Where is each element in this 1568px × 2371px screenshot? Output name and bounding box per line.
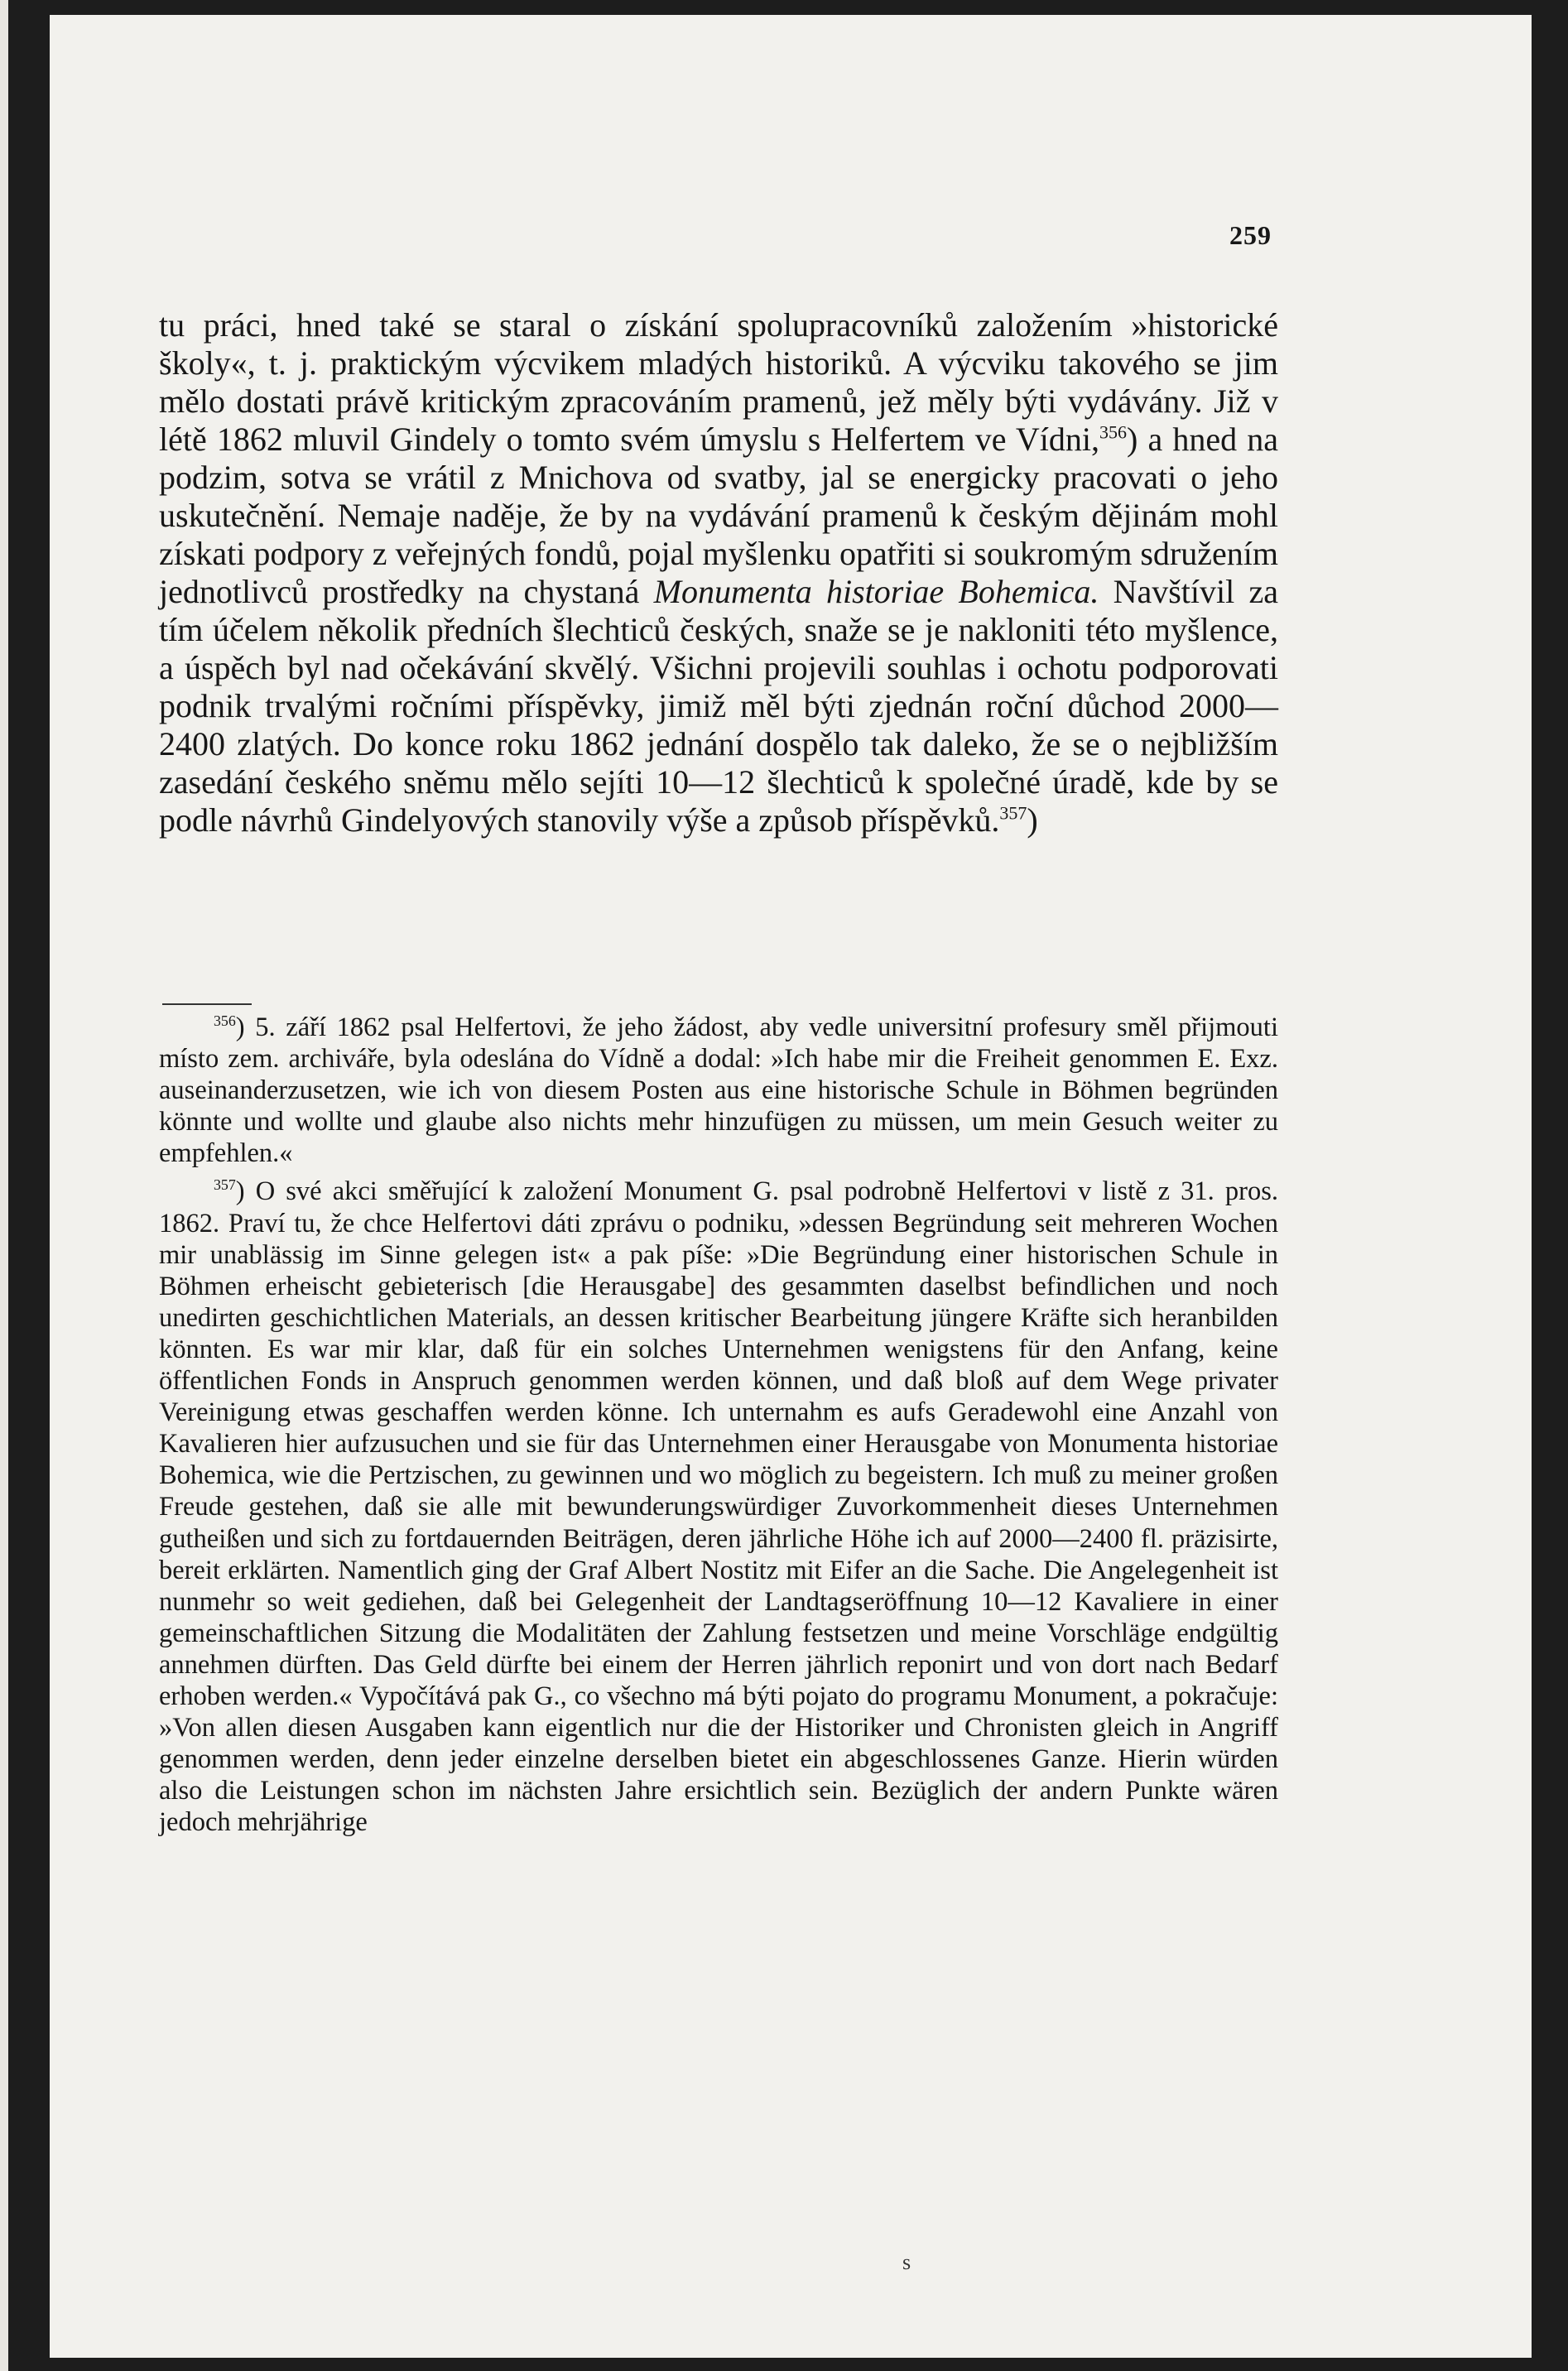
italic-title: Monumenta historiae Bohemica. [653, 573, 1099, 610]
main-paragraph [159, 306, 1278, 839]
page-number: 259 [1229, 220, 1272, 250]
book-page [50, 15, 1532, 2358]
footnote-357 [159, 1176, 1278, 1838]
footnote-356 [159, 1012, 1278, 1169]
main-text-part-3: Navštívil za tím účelem několik předních šlechticů českých, snaže se je nakloniti této myšlence, a úspěch byl nad očekávání skvělý. Všichni projevili souhlas i ochotu podporovati podnik trvalými ročními příspěvky, jimiž měl býti zjednán roční důchod 2000—2400 zlatých. Do konce roku 1862 jednání dospělo tak daleko, že se o nejbližším zasedání českého sněmu mělo sejíti 10—12 šlechticů k společné úradě, kde by se podle návrhů Gindelyových stanovily výše a způsob příspěvků. [159, 573, 1278, 839]
main-text-part-1: tu práci, hned také se staral o získání spolupracovníků založením »historické školy«, t. j. praktickým výcvikem mladých historiků. A výcviku takového se jim mělo dostati právě kritickým zpracováním pramenů, jež měly býti vydávány. Již v létě 1862 mluvil Gindely o tomto svém úmyslu s Helfertem ve Vídni, [159, 306, 1278, 458]
main-text-part-2: ) a hned na podzim, sotva se vrátil z Mnichova od svatby, jal se energicky pracovati o jeho uskutečnění. Nemaje naděje, že by na vydávání pramenů k českým dějinám mohl získati podpory z veřejných fondů, pojal myšlenku opatřiti si soukromým sdružením jednotlivců prostředky na chystaná [159, 421, 1278, 610]
footnote-mark: 357 [214, 1176, 236, 1194]
footnote-ref-357: 357 [999, 802, 1027, 824]
footnote-text: ) 5. září 1862 psal Helfertovi, že jeho žádost, aby vedle universitní profesury směl přijmouti místo zem. archiváře, byla odeslána do Vídně a dodal: »Ich habe mir die Freiheit genommen E. Exz. auseinanderzusetzen, wie ich von diesem Posten aus eine historische Schule in Böhmen begründen könnte und wollte und glaube also nichts mehr hinzufügen zu müssen, um mein Gesuch weiter zu empfehlen.« [159, 1012, 1278, 1169]
main-text [159, 306, 1278, 839]
footnote-mark: 356 [214, 1012, 236, 1030]
footnote-text: ) O své akci směřující k založení Monument G. psal podrobně Helfertovi v listě z 31. pros. 1862. Praví tu, že chce Helfertovi dáti zprávu o podniku, »dessen Begründung seit mehreren Wochen mir unablässig im Sinne gelegen ist« a pak píše: »Die Begründung einer historischen Schule in Böhmen erheischt gebieterisch [die Herausgabe] des gesammten daselbst befindlichen und noch unedirten geschichtlichen Materials, an dessen kritischer Bearbeitung jüngere Kräfte sich heranbilden könnten. Es war mir klar, daß für ein solches Unternehmen wenigstens für den Anfang, keine öffentlichen Fonds in Anspruch genommen werden können, und daß bloß auf dem Wege privater Vereinigung etwas geschaffen werden könne. Ich unternahm es aufs Geradewohl eine Anzahl von Kavalieren hier aufzusuchen und sie für das Unternehmen einer Herausgabe von Monumenta historiae Bohemica, wie die Pertzischen, zu gewinnen und wo möglich zu begeistern. Ich muß zu meiner großen Freude gestehen, daß sie alle mit bewunderungswürdiger Zuvorkommenheit dieses Unternehmen gutheißen und sich zu fortdauernden Beiträgen, deren jährliche Höhe ich auf 2000—2400 fl. präzisirte, bereit erklärten. Namentlich ging der Graf Albert Nostitz mit Eifer an die Sache. Die Angelegenheit ist nunmehr so weit gediehen, daß bei Gelegenheit der Landtagseröffnung 10—12 Kavaliere in einer gemeinschaftlichen Sitzung die Modalitäten der Zahlung festsetzen und meine Vorschläge endgültig annehmen dürften. Das Geld dürfte bei einem der Herren jährlich reponirt und von dort nach Bedarf erhoben werden.« Vypočítává pak G., co všechno má býti pojato do programu Monument, a pokračuje: »Von allen diesen Ausgaben kann eigentlich nur die der Historiker und Chronisten gleich in Angriff genommen werden, denn jeder einzelne derselben bietet ein abgeschlossenes Ganze. Hierin würden also die Leistungen schon im nächsten Jahre ersichtlich sein. Bezüglich der andern Punkte wären jedoch mehrjährige [159, 1176, 1278, 1838]
footnote-separator [162, 1003, 252, 1005]
footnote-ref-356: 356 [1099, 421, 1127, 443]
main-text-part-4: ) [1027, 801, 1038, 839]
signature-mark: s [902, 2250, 911, 2274]
footnotes [159, 1012, 1278, 1838]
adjacent-page-edge [0, 0, 8, 2371]
